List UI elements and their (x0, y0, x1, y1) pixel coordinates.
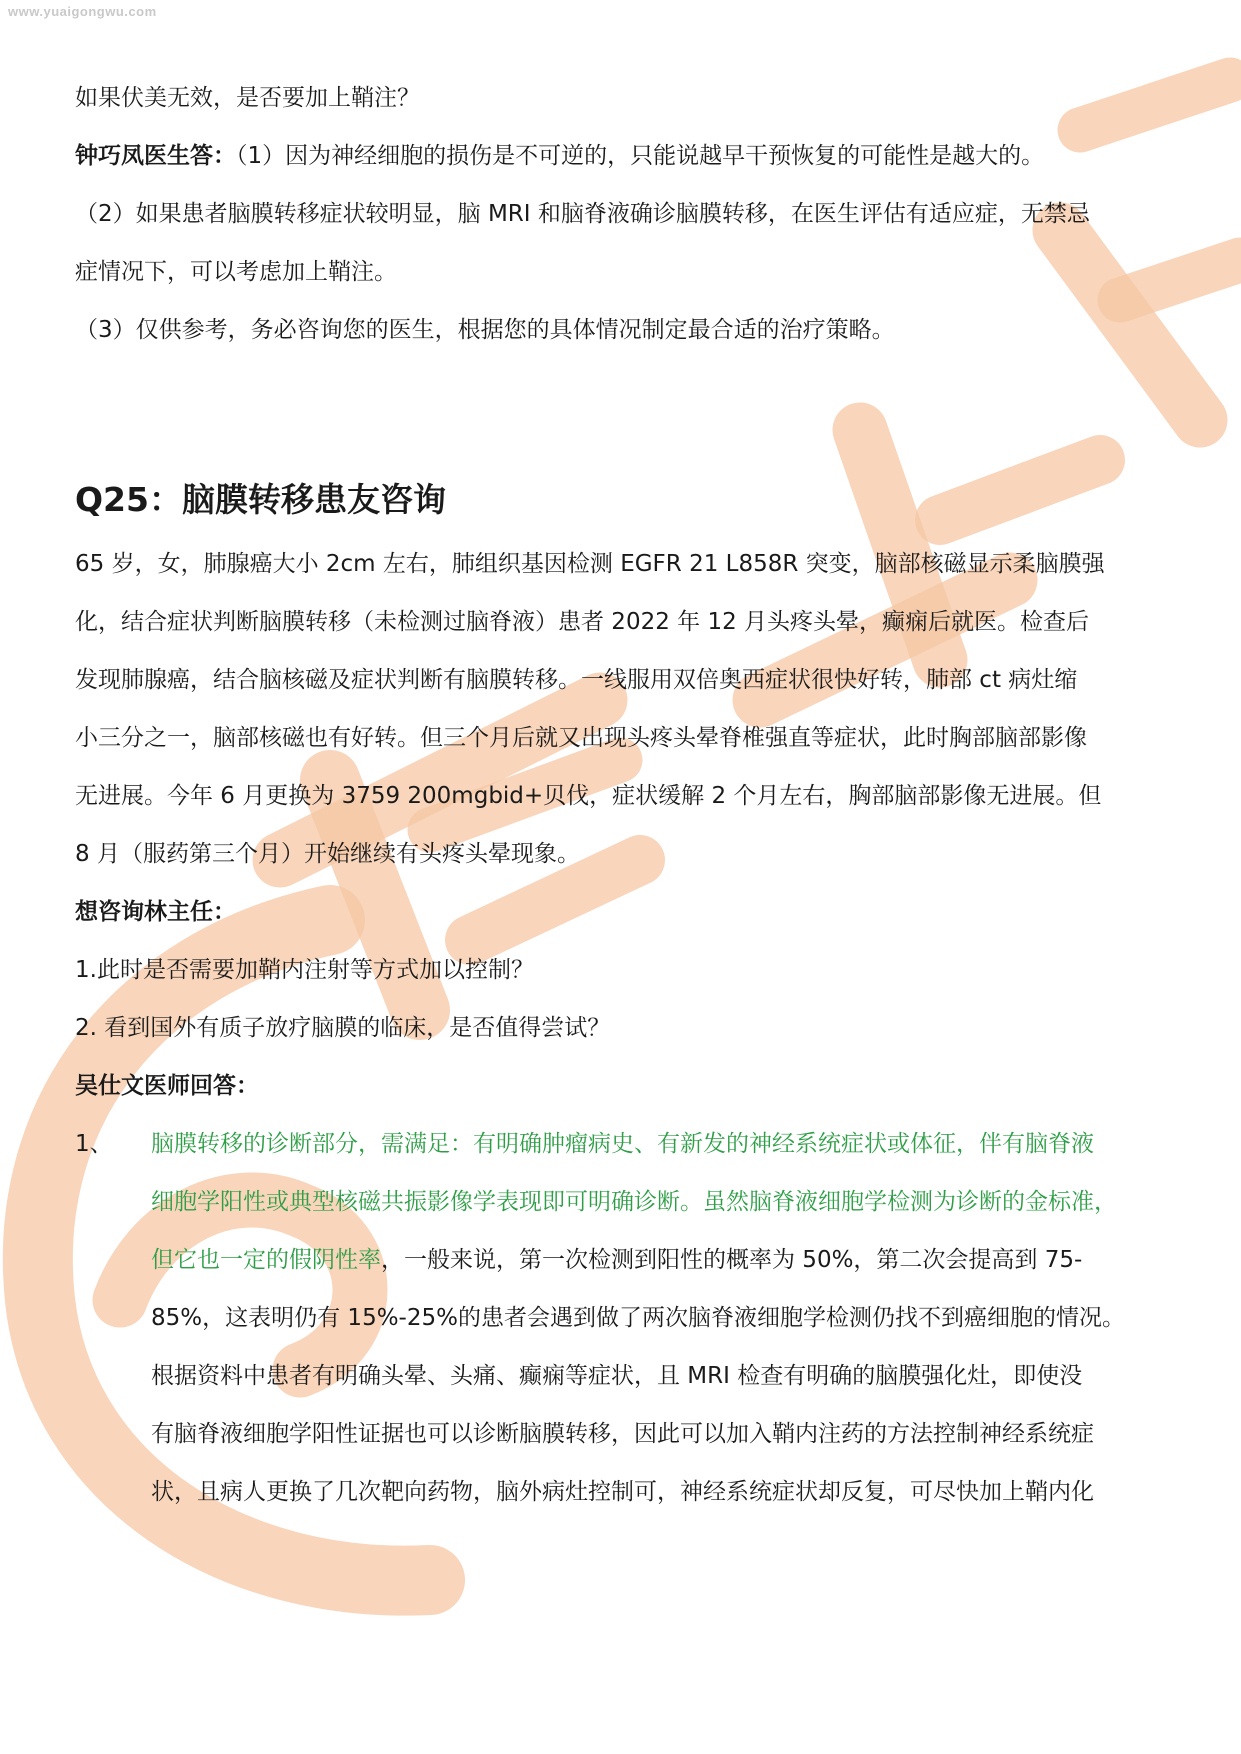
section-heading-q25: Q25：脑膜转移患友咨询 (75, 480, 446, 519)
case-line: 化，结合症状判断脑膜转移（未检测过脑脊液）患者 2022 年 12 月头疼头晕，癫痫后就医。检查后 (75, 609, 1090, 635)
answer-black-tail: ，一般来说，第一次检测到阳性的概率为 50%，第二次会提高到 75- (381, 1247, 1083, 1273)
consult-question: 1.此时是否需要加鞘内注射等方式加以控制？ (75, 957, 534, 983)
answer-paragraph-1 (75, 124, 1044, 189)
answer-1-text: （1）因为神经细胞的损伤是不可逆的，只能说越早干预恢复的可能性是越大的。 (236, 143, 1045, 169)
case-line: 8 月（服药第三个月）开始继续有头疼头晕现象。 (75, 841, 580, 867)
answer-line: 有脑脊液细胞学阳性证据也可以诊断脑膜转移，因此可以加入鞘内注药的方法控制神经系统症 (151, 1421, 1094, 1447)
answer-green-line: 细胞学阳性或典型核磁共振影像学表现即可明确诊断。虽然脑脊液细胞学检测为诊断的金标准， (151, 1189, 1117, 1215)
case-line: 无进展。今年 6 月更换为 3759 200mgbid+贝伐，症状缓解 2 个月左右，胸部脑部影像无进展。但 (75, 783, 1102, 809)
answer-line: 根据资料中患者有明确头晕、头痛、癫痫等症状，且 MRI 检查有明确的脑膜强化灶，即使没 (151, 1363, 1083, 1389)
answer-2-line-1: （2）如果患者脑膜转移症状较明显，脑 MRI 和脑脊液确诊脑膜转移，在医生评估有适应症，无禁忌 (75, 201, 1090, 227)
consult-question: 2. 看到国外有质子放疗脑膜的临床，是否值得尝试？ (75, 1015, 611, 1041)
case-line: 小三分之一，脑部核磁也有好转。但三个月后就又出现头疼头晕脊椎强直等症状，此时胸部脑部影像 (75, 725, 1087, 751)
answer-green-line: 脑膜转移的诊断部分，需满足：有明确肿瘤病史、有新发的神经系统症状或体征，伴有脑脊液 (151, 1131, 1094, 1157)
answer-number: 1、 (75, 1131, 113, 1157)
answer-line: 状，且病人更换了几次靶向药物，脑外病灶控制可，神经系统症状却反复，可尽快加上鞘内化 (151, 1479, 1094, 1505)
answer-2-line-2: 症情况下，可以考虑加上鞘注。 (75, 259, 397, 285)
answer-label-colon: ： (213, 143, 236, 169)
answer-green-tail: 但它也一定的假阴性率 (151, 1247, 381, 1273)
site-watermark-text: www.yuaigongwu.com (8, 4, 157, 19)
case-line: 发现肺腺癌，结合脑核磁及症状判断有脑膜转移。一线服用双倍奥西症状很快好转，肺部 ct 病灶缩 (75, 667, 1078, 693)
answer-line: 85%，这表明仍有 15%-25%的患者会遇到做了两次脑脊液细胞学检测仍找不到癌细胞的情况。 (151, 1305, 1125, 1331)
question-text: 如果伏美无效，是否要加上鞘注？ (75, 85, 420, 111)
case-line: 65 岁，女，肺腺癌大小 2cm 左右，肺组织基因检测 EGFR 21 L858R 突变，脑部核磁显示柔脑膜强 (75, 551, 1105, 577)
answer-label: 钟巧凤医生答 (75, 143, 213, 169)
answer-mixed-line (151, 1228, 1082, 1293)
consult-label: 想咨询林主任： (75, 899, 236, 925)
doctor-answer-label: 吴仕文医师回答： (75, 1073, 259, 1099)
answer-3-text: （3）仅供参考，务必咨询您的医生，根据您的具体情况制定最合适的治疗策略。 (75, 317, 895, 343)
